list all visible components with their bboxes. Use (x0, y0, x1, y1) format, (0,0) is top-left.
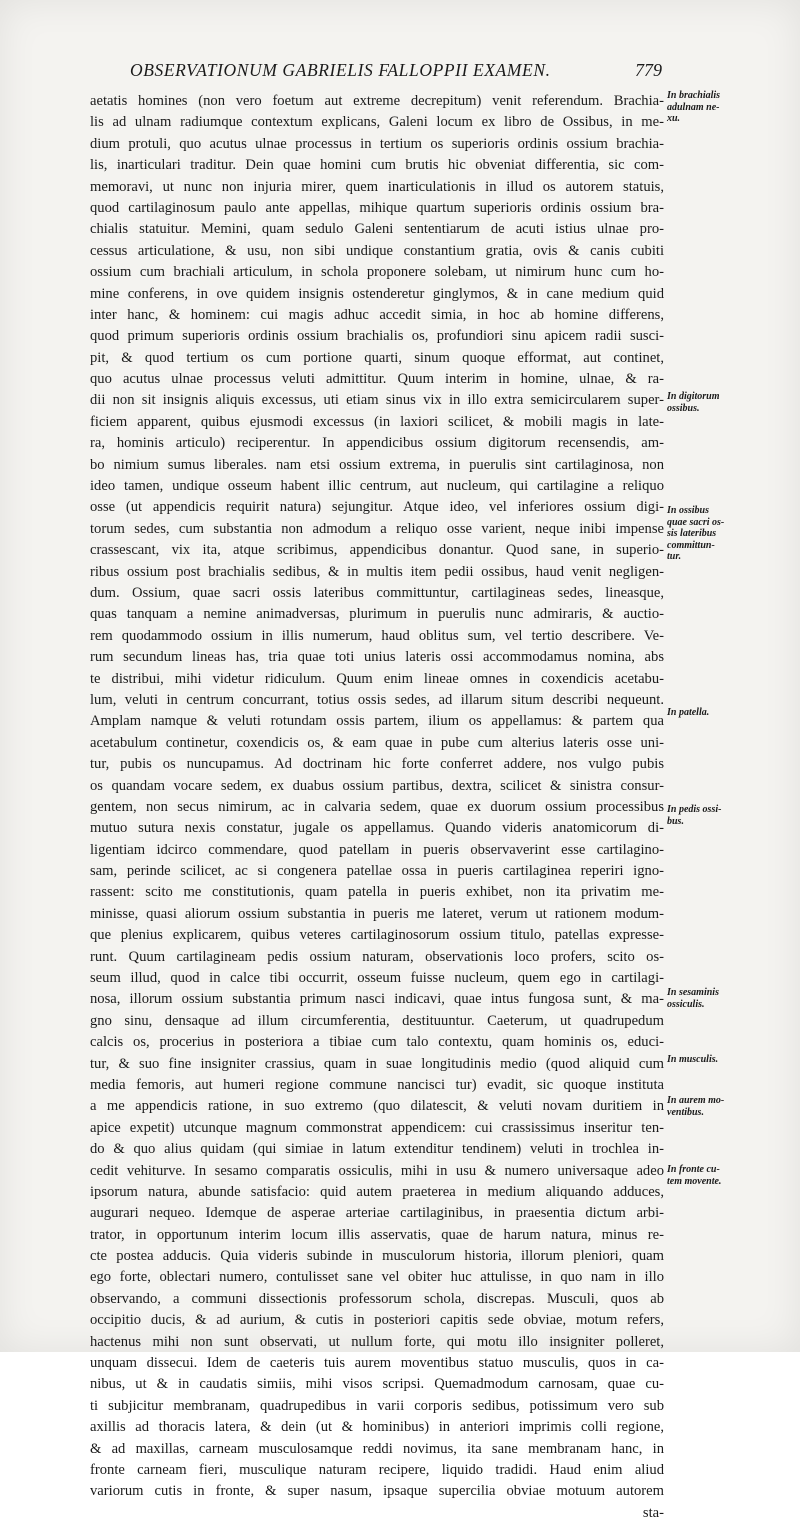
text-line: dii non sit insignis aliquis excessus, uti etiam sinus vix in illo extra semicircularem super- (90, 392, 664, 409)
text-line: media femoris, aut humeri regione commune nancisci tur) evadit, sic quoque instituta (90, 1076, 664, 1093)
text-line: acetabulum continetur, coxendicis os, & eam quae in pube cum alterius lateris osse uni- (90, 734, 664, 751)
margin-note-aurem (667, 1095, 785, 1118)
text-line: lum, veluti in centrum concurrant, totius ossis sedes, ad illarum situm describi nequeunt. (90, 691, 664, 708)
margin-note-line: ossiculis. (667, 998, 705, 1010)
text-line: mutuo sutura nexis constatur, jugale os appellamus. Quando videris anatomicorum di- (90, 820, 664, 837)
running-head: OBSERVATIONUM GABRIELIS FALLOPPII EXAMEN. (130, 60, 551, 80)
margin-note-line: quae sacri os- (667, 516, 725, 528)
text-line: nibus, ut & in caudatis simiis, mihi visos scripsi. Quemadmodum carnosam, quae cu- (90, 1376, 664, 1393)
margin-note-line: In ossibus (667, 505, 709, 516)
text-line: aetatis homines (non vero foetum aut extreme decrepitum) venit referendum. Brachia- (90, 93, 664, 109)
text-line: minisse, quasi aliorum ossium substantia in pueris me lateret, verum ut rationem modum- (90, 905, 664, 922)
margin-note-brachialis (667, 90, 785, 125)
text-line: quo acutus ulnae processus veluti admittitur. Quum interim in homine, ulnae, & ra- (90, 371, 664, 388)
text-line: quas tanquam a nemine animadversas, plurimum in puerulis nunc admiraris, & auctio- (90, 606, 664, 623)
margin-note-line: ossibus. (667, 402, 700, 414)
margin-note-line: In digitorum (667, 391, 720, 402)
text-line: ipsorum natura, abunde satisfacio: quid autem praeterea in medium aliquando adduces, (90, 1183, 664, 1200)
text-line: lis ad ulnam radiumque contextum explicans, Galeni locum ex libro de Ossibus, in me- (90, 114, 664, 131)
text-line: do & quo alius quidam (qui simiae in latum extenditur tendinem) veluti in trochlea in- (90, 1141, 664, 1158)
margin-notes-column (667, 0, 785, 1352)
text-line: bo nimium sumus liberales. nam etsi ossium extrema, in puerulis sint cartilaginosa, non (90, 456, 664, 473)
text-line: ego forte, oblectari numero, contulisset sane vel obiter huc attulisse, in quo nam in illo (90, 1269, 664, 1286)
text-line: & ad maxillas, carneam musculosamque reddi novimus, ita sane membranam hanc, in (90, 1440, 664, 1457)
text-line: rem quodammodo ossium in illis numerum, haud oblitus sum, vel tertio describere. Ve- (90, 627, 664, 644)
text-line: que plenius explicarem, quibus veteres cartilaginosorum ossium titulo, patellas expresse- (90, 927, 664, 944)
margin-note-musculis (667, 1054, 785, 1066)
text-line: unquam dissecui. Idem de caeteris tuis aurem moventibus statuo musculis, quos in ca- (90, 1355, 664, 1372)
text-line: mine conferens, in ove quidem insignis ostenderetur ginglymos, & in cane medium quid (90, 285, 664, 302)
margin-note-line: In sesaminis (667, 987, 719, 998)
margin-note-line: tem movente. (667, 1175, 722, 1187)
margin-note-line: adulnam ne- (667, 101, 720, 113)
margin-note-line: sis lateribus (667, 528, 717, 539)
text-line: a me appendicis ratione, in suo extremo (quo dilatescit, & veluti novam duritiem in (90, 1098, 664, 1115)
margin-note-line: In patella. (667, 707, 710, 718)
text-line: crassescant, vix ita, atque scribimus, appendicibus donantur. Quod sane, in superio- (90, 542, 664, 559)
text-line: torum sedes, cum substantia non admodum a reliquo osse varient, neque inibi impense (90, 520, 664, 537)
text-line: apice expetit) utcunque magnum commonstrat appendicem: cui crassissimus inseritur ten- (90, 1119, 664, 1136)
text-line: sam, perinde scilicet, ac si congenera patellae ossa in pueris cartilaginea reperiri igno- (90, 863, 664, 880)
text-line: hactenus mihi non sunt observati, ut nullum forte, qui motu illo insigniter polleret, (90, 1333, 664, 1350)
page-header (130, 60, 662, 86)
text-line: augurari nequeo. Idemque de asperae arteriae cartilaginibus, in praesentia dictum arbi- (90, 1205, 664, 1222)
margin-note-pedis (667, 804, 785, 827)
margin-note-line: committun- (667, 539, 715, 551)
text-line: gentem, non secus nimirum, ac in calvaria sedem, quae ex duorum ossium processibus (90, 798, 664, 815)
text-line: cessus articulatione, & usu, non sibi undique constantium gratia, ovis & canis cubiti (90, 242, 664, 259)
text-line: dium protuli, quo acutus ulnae processus in tertium os superioris ordinis ossium brachia- (90, 135, 664, 152)
text-line: seum illud, quod in calce tibi occurrit, osseum fuisse nucleum, quem ego in cartilagi- (90, 970, 664, 987)
margin-note-line: In fronte cu- (667, 1164, 720, 1175)
text-line: Amplam namque & veluti rotundam ossis partem, ilium os appellamus: & partem qua (90, 713, 664, 730)
margin-note-line: tur. (667, 551, 682, 562)
text-line: os quandam vocare sedem, ex duabus ossium partibus, dextra, scilicet & sinistra consur- (90, 777, 664, 794)
text-line: sta- (642, 1504, 664, 1521)
text-line: inter hanc, & hominem: cui magis adhuc accedit simia, in hoc ab homine differens, (90, 306, 664, 323)
margin-note-line: ventibus. (667, 1106, 704, 1118)
text-line: ficiem apparent, quibus ejusmodi excessus (in laxiori scilicet, & mobili magis in late- (90, 413, 664, 430)
text-line: fronte carneam fieri, musculique naturam recipere, liquido tradidi. Haud enim aliud (90, 1462, 664, 1478)
text-line: tur, & suo fine insigniter crassius, quam in suae longitudinis medio (quod aliquid cum (90, 1055, 664, 1072)
page-number: 779 (635, 60, 662, 80)
text-line: quod primum superioris ordinis ossium brachialis os, profundiori sinu apicem radii susci- (90, 328, 664, 345)
text-line: ti subjicitur membranam, quadrupedibus in varii corporis sedibus, potissimum vero sub (90, 1397, 664, 1414)
margin-note-line: bus. (667, 815, 684, 827)
margin-note-line: In pedis ossi- (667, 804, 722, 815)
text-line: ligentiam idcirco commendare, quod patellam in pueris observaverint esse cartilagino- (90, 841, 664, 858)
margin-note-line: In musculis. (667, 1054, 719, 1065)
text-line: nosa, illorum ossium substantia primum nasci indicavi, quae intus fungosa sunt, & ma- (90, 991, 664, 1008)
text-line: quod cartilaginosum paulo ante appellas, mihique quartum superioris ordinis ossium bra- (90, 199, 664, 216)
margin-note-line: xu. (667, 113, 681, 124)
text-line: chialis statuitur. Memini, quam sedulo Galeni sententiarum de acuti istius ulnae pro- (90, 221, 664, 238)
margin-note-patella (667, 707, 785, 719)
text-line: ra, hominis articulo) reciperentur. In appendicibus ossium digitorum recensendis, am- (90, 435, 664, 452)
text-line: te distribui, mihi videtur ridiculum. Quum enim lineae omnes in coxendicis acetabu- (90, 670, 664, 687)
text-line: gno sinu, densaque ad illum circumferentia, destituuntur. Caeterum, ut quadrupedum (90, 1012, 664, 1029)
text-line: osse (ut appendicis requirit natura) sejungitur. Atque ideo, vel inferiores ossium digi- (90, 499, 664, 516)
text-line: observando, a communi dissectionis professorum schola, discrepas. Musculi, quos ab (90, 1290, 664, 1307)
text-line: axillis ad thoracis latera, & dein (ut & hominibus) in anteriori imprimis colli regione, (90, 1419, 664, 1436)
text-line: pit, & quod tertium os cum portione quarti, sinum quoque efformat, aut continet, (90, 349, 664, 366)
text-line: rum secundum lineas has, tria quae toti unius lateris ossi accommodamus nomina, abs (90, 649, 664, 666)
margin-note-fronte (667, 1164, 785, 1187)
text-line: ribus ossium post brachialis sedibus, & in multis item pedii ossibus, haud venit negligen- (90, 563, 664, 580)
main-text-block (90, 91, 664, 1524)
margin-note-line: In aurem mo- (667, 1095, 725, 1106)
margin-note-sacri (667, 505, 785, 563)
text-line: tur, pubis os nuncupamus. Ad doctrinam hic forte conferret addere, nos vulgo pubis (90, 756, 664, 773)
margin-note-sesamini (667, 987, 785, 1010)
text-line: cte postea adducis. Quia videris subinde in musculorum historia, illorum pleniori, quam (90, 1248, 664, 1265)
text-line: runt. Quum cartilagineam pedis ossium naturam, observationis loco profers, scito os- (90, 948, 664, 965)
text-line: dum. Ossium, quae sacri ossis lateribus committuntur, cartilagineas sedes, lineasque, (90, 584, 664, 601)
text-line: ossium cum brachiali articulum, in schola proponere solebam, ut nimirum hunc cum ho- (90, 264, 664, 281)
text-line: occipitio ducis, & ad aurium, & cutis in posteriori capitis sede obviae, motum refers, (90, 1312, 664, 1329)
text-line: cedit vehiturve. In sesamo comparatis ossiculis, mihi in usu & numero universaque adeo (90, 1162, 664, 1179)
text-line: lis, inarticulari traditur. Dein quae homini cum brutis hic obveniat differentia, sic com- (90, 157, 664, 174)
margin-note-line: In brachialis (667, 90, 721, 101)
text-line: ideo tamen, undique osseum habent illic centrum, aut nucleum, qui cartilagine a reliquo (90, 478, 664, 495)
text-line: calcis os, procerius in posteriora a tibiae cum talo contextu, quam hominis os, educi- (90, 1034, 664, 1051)
text-line: variorum cutis in fronte, & super nasum, ipsaque supercilia obviae motuum autorem (90, 1483, 664, 1500)
text-line: memoravi, ut nunc non injuria mirer, quem inarticulationis in illud os autorem statuis, (90, 178, 664, 195)
margin-note-digitorum (667, 391, 785, 414)
text-line: trator, in opportunum interim locum illis asservatis, quae de harum natura, minus re- (90, 1226, 664, 1243)
text-line: rassent: scito me constitutionis, quam patella in pueris exhibet, non ita privatim me- (90, 884, 664, 901)
